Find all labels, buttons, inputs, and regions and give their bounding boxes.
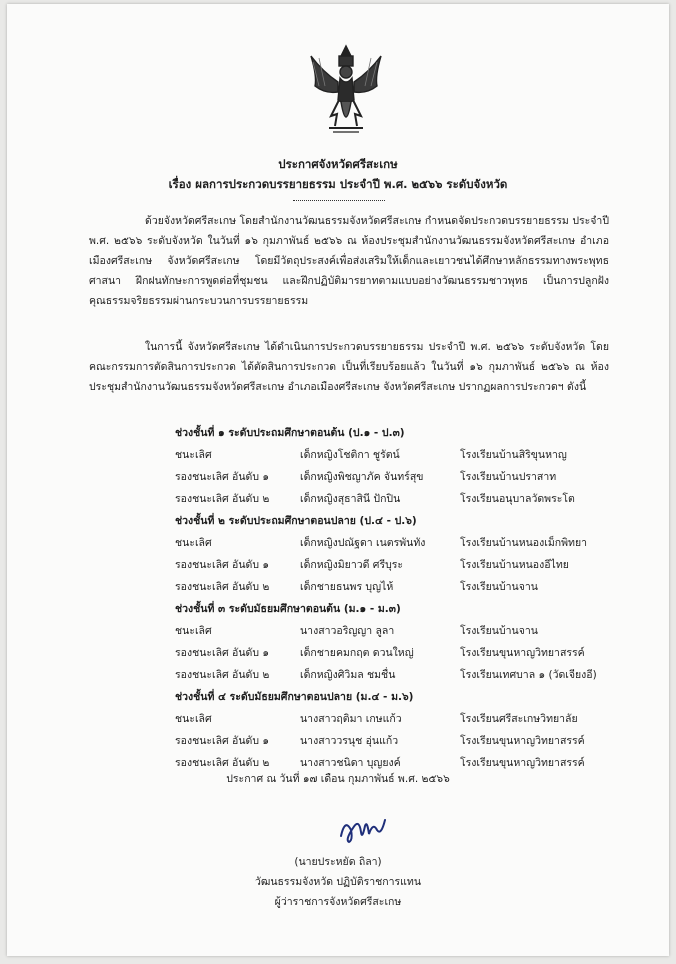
school-name: โรงเรียนบ้านปราสาท: [460, 471, 557, 483]
result-row: [175, 554, 645, 576]
school-name: โรงเรียนอนุบาลวัดพระโต: [460, 493, 575, 505]
school-name: โรงเรียนบ้านจาน: [460, 625, 538, 637]
result-row: [175, 532, 645, 554]
rank: ชนะเลิศ: [175, 625, 212, 637]
level-heading: ช่วงชั้นที่ ๓ ระดับมัธยมศึกษาตอนต้น (ม.๑ - ม.๓): [175, 603, 401, 615]
student-name: เด็กหญิงโชติกา ชูรัตน์: [300, 449, 400, 461]
student-name: นางสาววรนุช อุ่นแก้ว: [300, 735, 399, 747]
student-name: เด็กหญิงมิยาวดี ศรีบุระ: [300, 559, 404, 571]
school-name: โรงเรียนขุนหาญวิทยาสรรค์: [460, 735, 585, 747]
title-separator: [293, 200, 385, 201]
student-name: เด็กชายธนพร บุญไห้: [300, 581, 394, 593]
level-heading: ช่วงชั้นที่ ๒ ระดับประถมศึกษาตอนปลาย (ป.๔ - ป.๖): [175, 515, 417, 527]
rank: รองชนะเลิศ อันดับ ๑: [175, 559, 270, 571]
school-name: โรงเรียนขุนหาญวิทยาสรรค์: [460, 757, 585, 769]
student-name: นางสาวฤติมา เกษแก้ว: [300, 713, 402, 725]
intro-text: ด้วยจังหวัดศรีสะเกษ โดยสำนักงานวัฒนธรรมจังหวัดศรีสะเกษ กำหนดจัดประกวดบรรยายธรรม ประจำปี พ.ศ. ๒๕๖๖ ระดับจังหวัด ในวันที่ ๑๖ กุมภาพันธ์ ๒๕๖๖ ณ ห้องประชุมสำนักงานวัฒนธรรมจังหวัดศรีสะเกษ อำเภอเมืองศรีสะเกษ จังหวัดศรีสะเกษ โดยมีวัตถุประสงค์เพื่อส่งเสริมให้เด็กและเยาวชนได้ศึกษาหลักธรรมทางพระพุทธศาสนา ฝึกฝนทักษะการพูดต่อที่ชุมชน และฝึกปฏิบัติมารยาทตามแบบอย่างวัฒนธรรมชาวพุทธ เป็นการปลูกฝังคุณธรรมจริยธรรมผ่านกระบวนการบรรยายธรรม: [89, 215, 609, 307]
student-name: เด็กหญิงปณัฐดา เนตรพันทัง: [300, 537, 426, 549]
rank: รองชนะเลิศ อันดับ ๑: [175, 735, 270, 747]
student-name: เด็กชายคมกฤต ดวนใหญ่: [300, 647, 414, 659]
result-row: [175, 576, 645, 598]
result-intro-text: ในการนี้ จังหวัดศรีสะเกษ ได้ดำเนินการประกวดบรรยายธรรม ประจำปี พ.ศ. ๒๕๖๖ ระดับจังหวัด โดยคณะกรรมการตัดสินการประกวด ได้ตัดสินการประกวด เป็นที่เรียบร้อยแล้ว ในวันที่ ๑๖ กุมภาพันธ์ ๒๕๖๖ ณ ห้องประชุมสำนักงานวัฒนธรรมจังหวัดศรีสะเกษ อำเภอเมืองศรีสะเกษ จังหวัดศรีสะเกษ ปรากฏผลการประกวดฯ ดังนี้: [89, 341, 609, 393]
rank: ชนะเลิศ: [175, 537, 212, 549]
school-name: โรงเรียนศรีสะเกษวิทยาลัย: [460, 713, 578, 725]
document-title: ประกาศจังหวัดศรีสะเกษ: [278, 157, 398, 171]
result-row: [175, 664, 645, 686]
school-name: โรงเรียนบ้านจาน: [460, 581, 538, 593]
rank: รองชนะเลิศ อันดับ ๒: [175, 669, 270, 681]
rank: รองชนะเลิศ อันดับ ๑: [175, 471, 270, 483]
result-row: [175, 466, 645, 488]
rank: รองชนะเลิศ อันดับ ๒: [175, 581, 270, 593]
student-name: เด็กหญิงศิวิมล ชมชื่น: [300, 669, 396, 681]
rank: รองชนะเลิศ อันดับ ๒: [175, 757, 270, 769]
rank: รองชนะเลิศ อันดับ ๑: [175, 647, 270, 659]
student-name: นางสาวอริญญา ลูลา: [300, 625, 395, 637]
result-row: [175, 730, 645, 752]
result-row: [175, 444, 645, 466]
signature-icon: [337, 812, 389, 846]
result-intro-paragraph: [89, 337, 609, 397]
signatory-on-behalf: ผู้ว่าราชการจังหวัดศรีสะเกษ: [274, 896, 402, 908]
student-name: เด็กหญิงสุธาสินี ปักปิน: [300, 493, 401, 505]
announcement-date: ประกาศ ณ วันที่ ๑๗ เดือน กุมภาพันธ์ พ.ศ. ๒๕๖๖: [226, 773, 450, 785]
document-page: [7, 4, 669, 956]
school-name: โรงเรียนเทศบาล ๑ (วัดเจียงอี): [460, 669, 597, 681]
results-list: [175, 422, 645, 774]
student-name: นางสาวชนิดา บุญยงค์: [300, 757, 401, 769]
level-heading: ช่วงชั้นที่ ๑ ระดับประถมศึกษาตอนต้น (ป.๑ - ป.๓): [175, 427, 405, 439]
result-row: [175, 708, 645, 730]
school-name: โรงเรียนบ้านหนองเม็กพิทยา: [460, 537, 587, 549]
rank: ชนะเลิศ: [175, 713, 212, 725]
garuda-emblem-icon: [305, 42, 387, 138]
rank: ชนะเลิศ: [175, 449, 212, 461]
result-row: [175, 642, 645, 664]
school-name: โรงเรียนบ้านสิริขุนหาญ: [460, 449, 567, 461]
level-heading: ช่วงชั้นที่ ๔ ระดับมัธยมศึกษาตอนปลาย (ม.๔ - ม.๖): [175, 691, 414, 703]
signatory-name: (นายประหยัด ถิลา): [294, 856, 382, 868]
rank: รองชนะเลิศ อันดับ ๒: [175, 493, 270, 505]
student-name: เด็กหญิงพิชญาภัค จันทร์สุข: [300, 471, 424, 483]
document-subject: เรื่อง ผลการประกวดบรรยายธรรม ประจำปี พ.ศ. ๒๕๖๖ ระดับจังหวัด: [168, 177, 508, 191]
signatory-position: วัฒนธรรมจังหวัด ปฏิบัติราชการแทน: [254, 876, 422, 888]
school-name: โรงเรียนขุนหาญวิทยาสรรค์: [460, 647, 585, 659]
result-row: [175, 488, 645, 510]
intro-paragraph: [89, 211, 609, 311]
school-name: โรงเรียนบ้านหนองอีไทย: [460, 559, 569, 571]
result-row: [175, 620, 645, 642]
